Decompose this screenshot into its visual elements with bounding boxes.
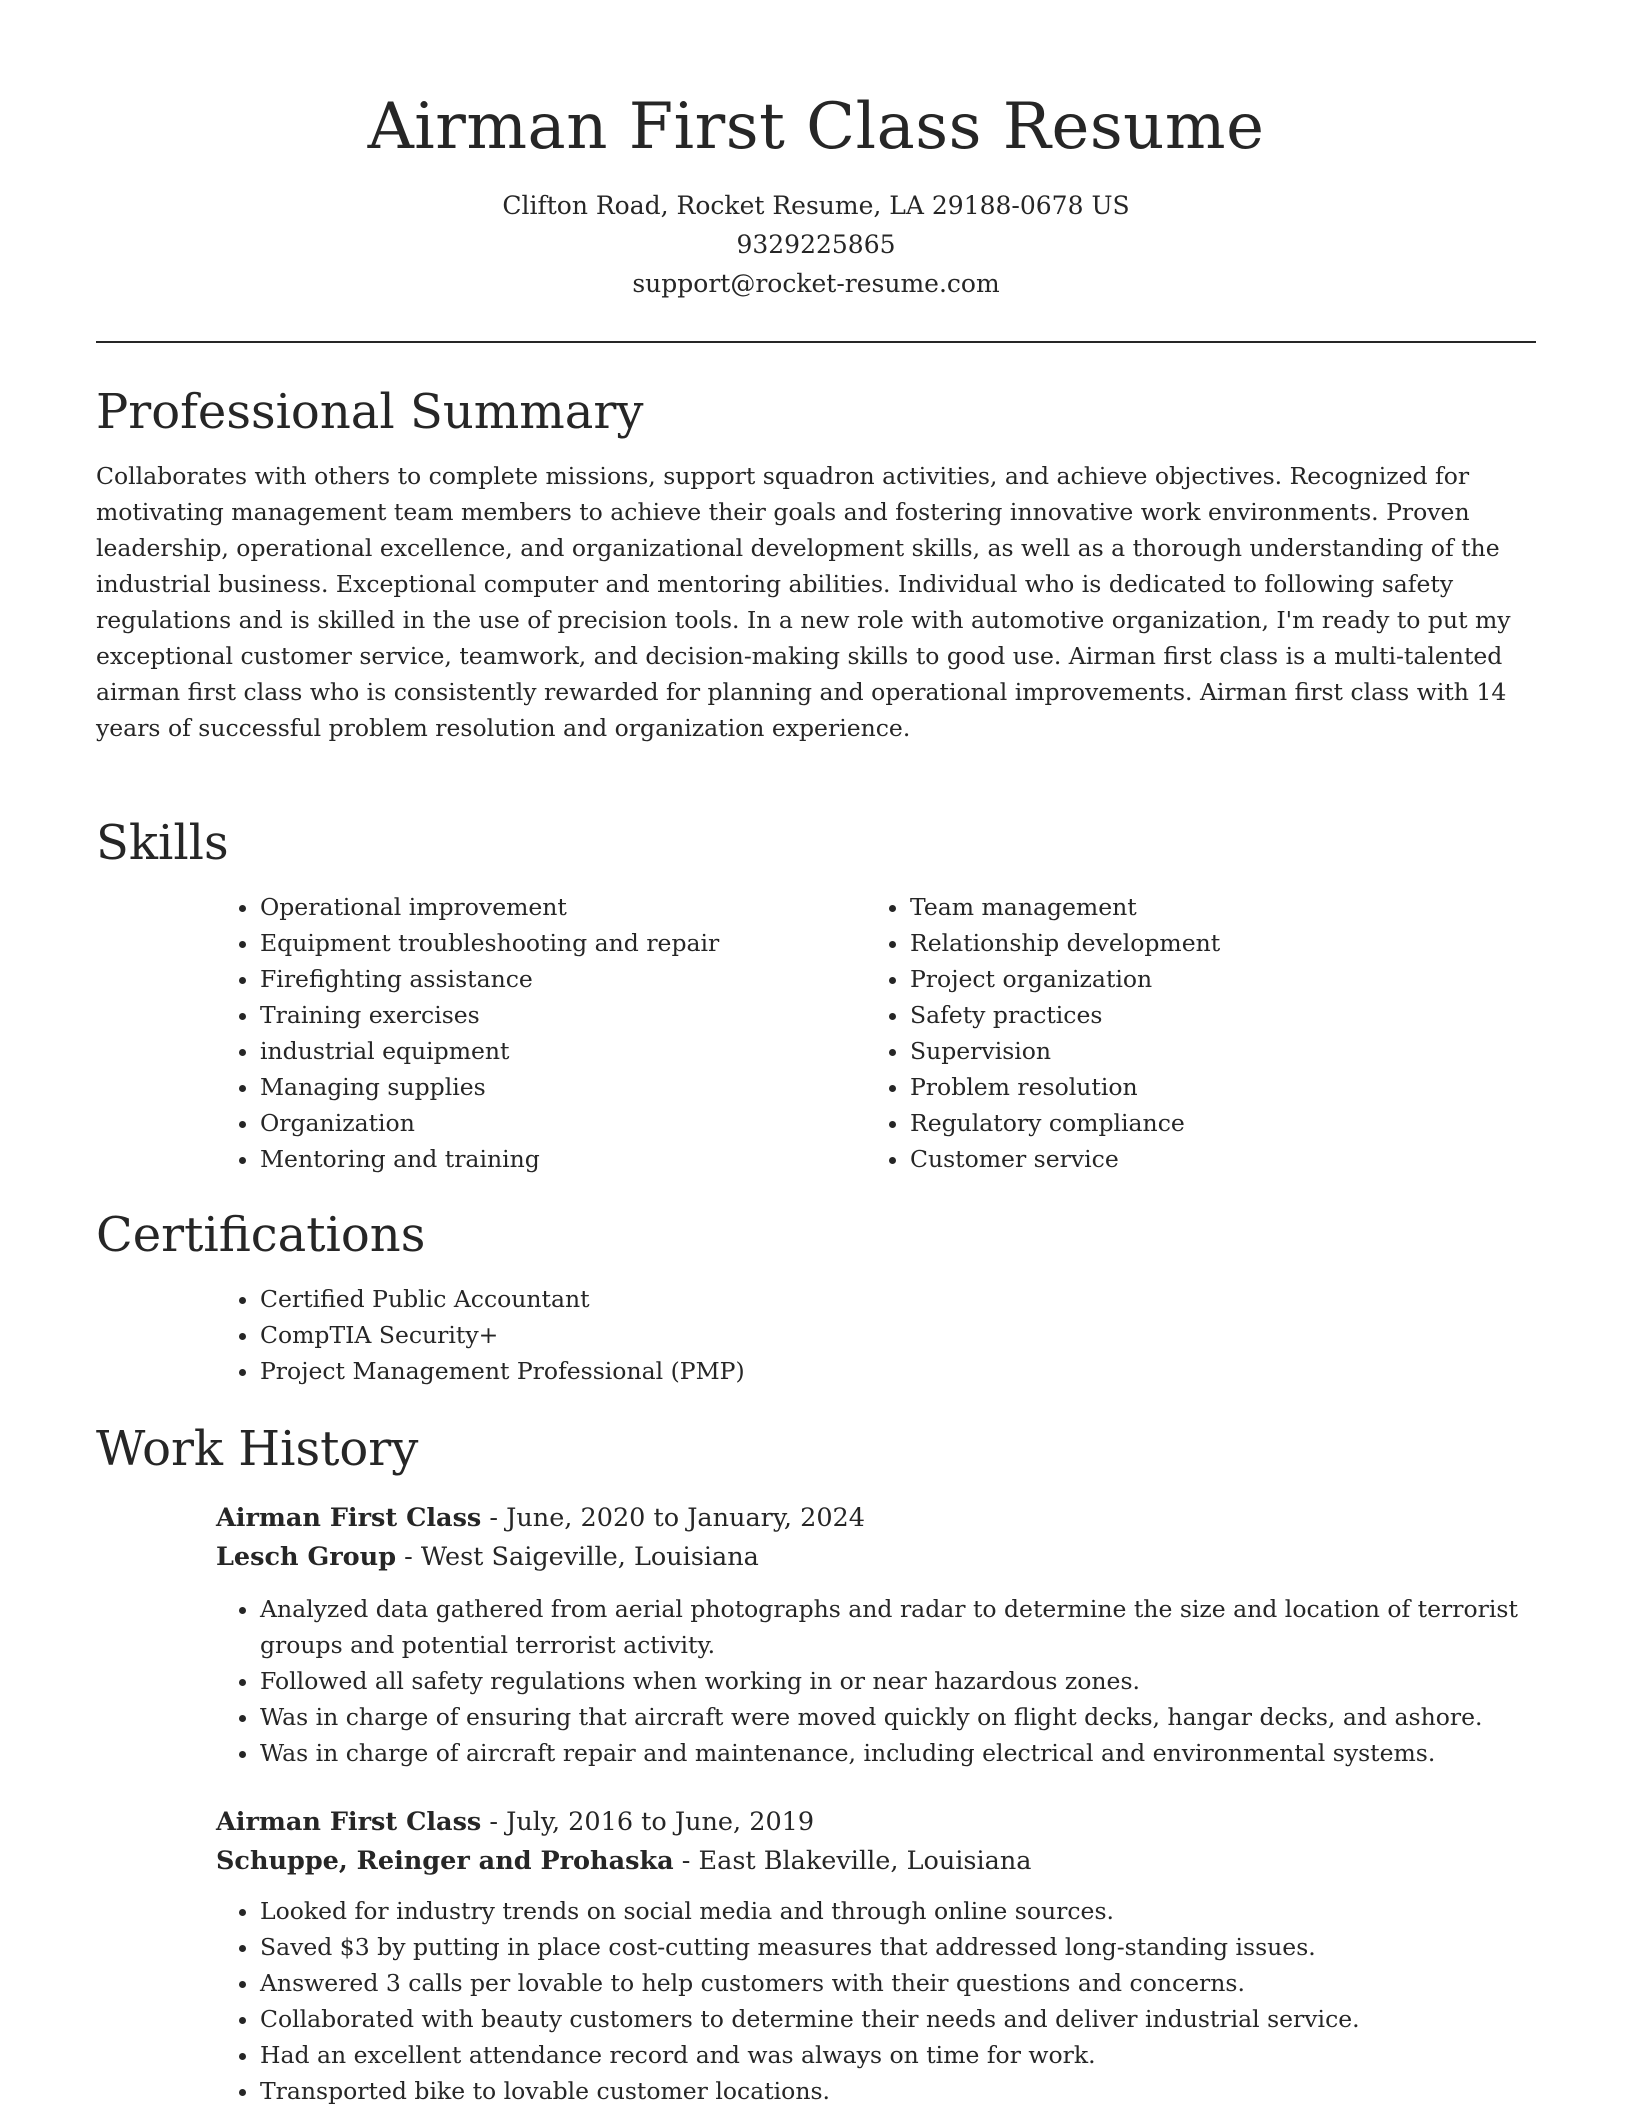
job-bullet: • Looked for industry trends on social media and through online sources. (260, 1893, 1536, 1929)
job-bullet: • Was in charge of ensuring that aircraft were moved quickly on flight decks, hangar decks, and ashore. (260, 1699, 1536, 1735)
skill-item: • Team management (910, 889, 1516, 925)
certification-item: • Project Management Professional (PMP) (260, 1353, 1536, 1389)
contact-email: support@rocket-resume.com (632, 269, 1000, 298)
contact-address: Clifton Road, Rocket Resume, LA 29188-0678 US (502, 191, 1130, 220)
job-bullets (216, 1591, 1536, 1771)
job-title: Airman First Class (216, 1503, 482, 1533)
skill-item: • Project organization (910, 961, 1516, 997)
certification-item: • CompTIA Security+ (260, 1317, 1536, 1353)
summary-heading: Professional Summary (96, 384, 644, 440)
job-bullet: • Was in charge of aircraft repair and maintenance, including electrical and environmental systems. (260, 1735, 1536, 1771)
job-title-line (216, 1499, 1536, 1538)
contact-block (0, 186, 1632, 303)
skills-section (96, 811, 1536, 1177)
skills-column-right (866, 889, 1516, 1177)
skill-item: • Equipment troubleshooting and repair (260, 925, 866, 961)
job-dates: - June, 2020 to January, 2024 (481, 1503, 865, 1533)
skill-item: • Problem resolution (910, 1069, 1516, 1105)
job-company-line (216, 1842, 1536, 1881)
summary-section (96, 380, 1536, 746)
skill-item: • Supervision (910, 1033, 1516, 1069)
job-company-line (216, 1538, 1536, 1577)
job-bullets (216, 1893, 1536, 2109)
job-bullet: • Analyzed data gathered from aerial photographs and radar to determine the size and location of terrorist groups and potential terrorist activity. (260, 1591, 1536, 1663)
skill-item: • Mentoring and training (260, 1141, 866, 1177)
resume-header (0, 0, 1632, 303)
skill-item: • Regulatory compliance (910, 1105, 1516, 1141)
skill-item: • Operational improvement (260, 889, 866, 925)
work-history-section (96, 1417, 1536, 2109)
skill-item: • Managing supplies (260, 1069, 866, 1105)
certification-item: • Certified Public Accountant (260, 1281, 1536, 1317)
job-title-line (216, 1803, 1536, 1842)
job-bullet: • Followed all safety regulations when working in or near hazardous zones. (260, 1663, 1536, 1699)
skills-list-left (216, 889, 866, 1177)
skill-item: • Safety practices (910, 997, 1516, 1033)
job-bullet: • Answered 3 calls per lovable to help customers with their questions and concerns. (260, 1965, 1536, 2001)
job-location: - East Blakeville, Louisiana (673, 1846, 1032, 1876)
work-history-heading: Work History (96, 1421, 419, 1477)
job-bullet: • Transported bike to lovable customer locations. (260, 2073, 1536, 2109)
certifications-body (216, 1281, 1536, 1389)
contact-phone: 9329225865 (736, 230, 896, 259)
job-bullet: • Saved $3 by putting in place cost-cutting measures that addressed long-standing issues. (260, 1929, 1536, 1965)
skill-item: • industrial equipment (260, 1033, 866, 1069)
resume-title: Airman First Class Resume (367, 90, 1265, 164)
job-company: Lesch Group (216, 1542, 397, 1572)
skills-column-left (216, 889, 866, 1177)
skill-item: • Relationship development (910, 925, 1516, 961)
certifications-heading: Certifications (96, 1207, 426, 1263)
skills-columns (216, 889, 1536, 1177)
job-title: Airman First Class (216, 1807, 482, 1837)
job-entry (216, 1803, 1536, 2109)
skills-list-right (866, 889, 1516, 1177)
header-divider (96, 341, 1536, 343)
skill-item: • Firefighting assistance (260, 961, 866, 997)
job-location: - West Saigeville, Louisiana (396, 1542, 759, 1572)
job-bullet: • Had an excellent attendance record and was always on time for work. (260, 2037, 1536, 2073)
job-entry (216, 1499, 1536, 1771)
skill-item: • Organization (260, 1105, 866, 1141)
job-bullet: • Collaborated with beauty customers to determine their needs and deliver industrial service. (260, 2001, 1536, 2037)
certifications-list (216, 1281, 1536, 1389)
skill-item: • Customer service (910, 1141, 1516, 1177)
skills-heading: Skills (96, 815, 229, 871)
job-dates: - July, 2016 to June, 2019 (481, 1807, 815, 1837)
certifications-section (96, 1203, 1536, 1389)
skill-item: • Training exercises (260, 997, 866, 1033)
summary-text: Collaborates with others to complete missions, support squadron activities, and achieve objectives. Recognized for motivating management team members to achieve their goals and fostering innovative work environments. Proven leadership, operational excellence, and organizational development skills, as well as a thorough understanding of the industrial business. Exceptional computer and mentoring abilities. Individual who is dedicated to following safety regulations and is skilled in the use of precision tools. In a new role with automotive organization, I'm ready to put my exceptional customer service, teamwork, and decision-making skills to good use. Airman first class is a multi-talented airman first class who is consistently rewarded for planning and operational improvements. Airman first class with 14 years of successful problem resolution and organization experience. (96, 462, 1511, 742)
job-company: Schuppe, Reinger and Prohaska (216, 1846, 674, 1876)
